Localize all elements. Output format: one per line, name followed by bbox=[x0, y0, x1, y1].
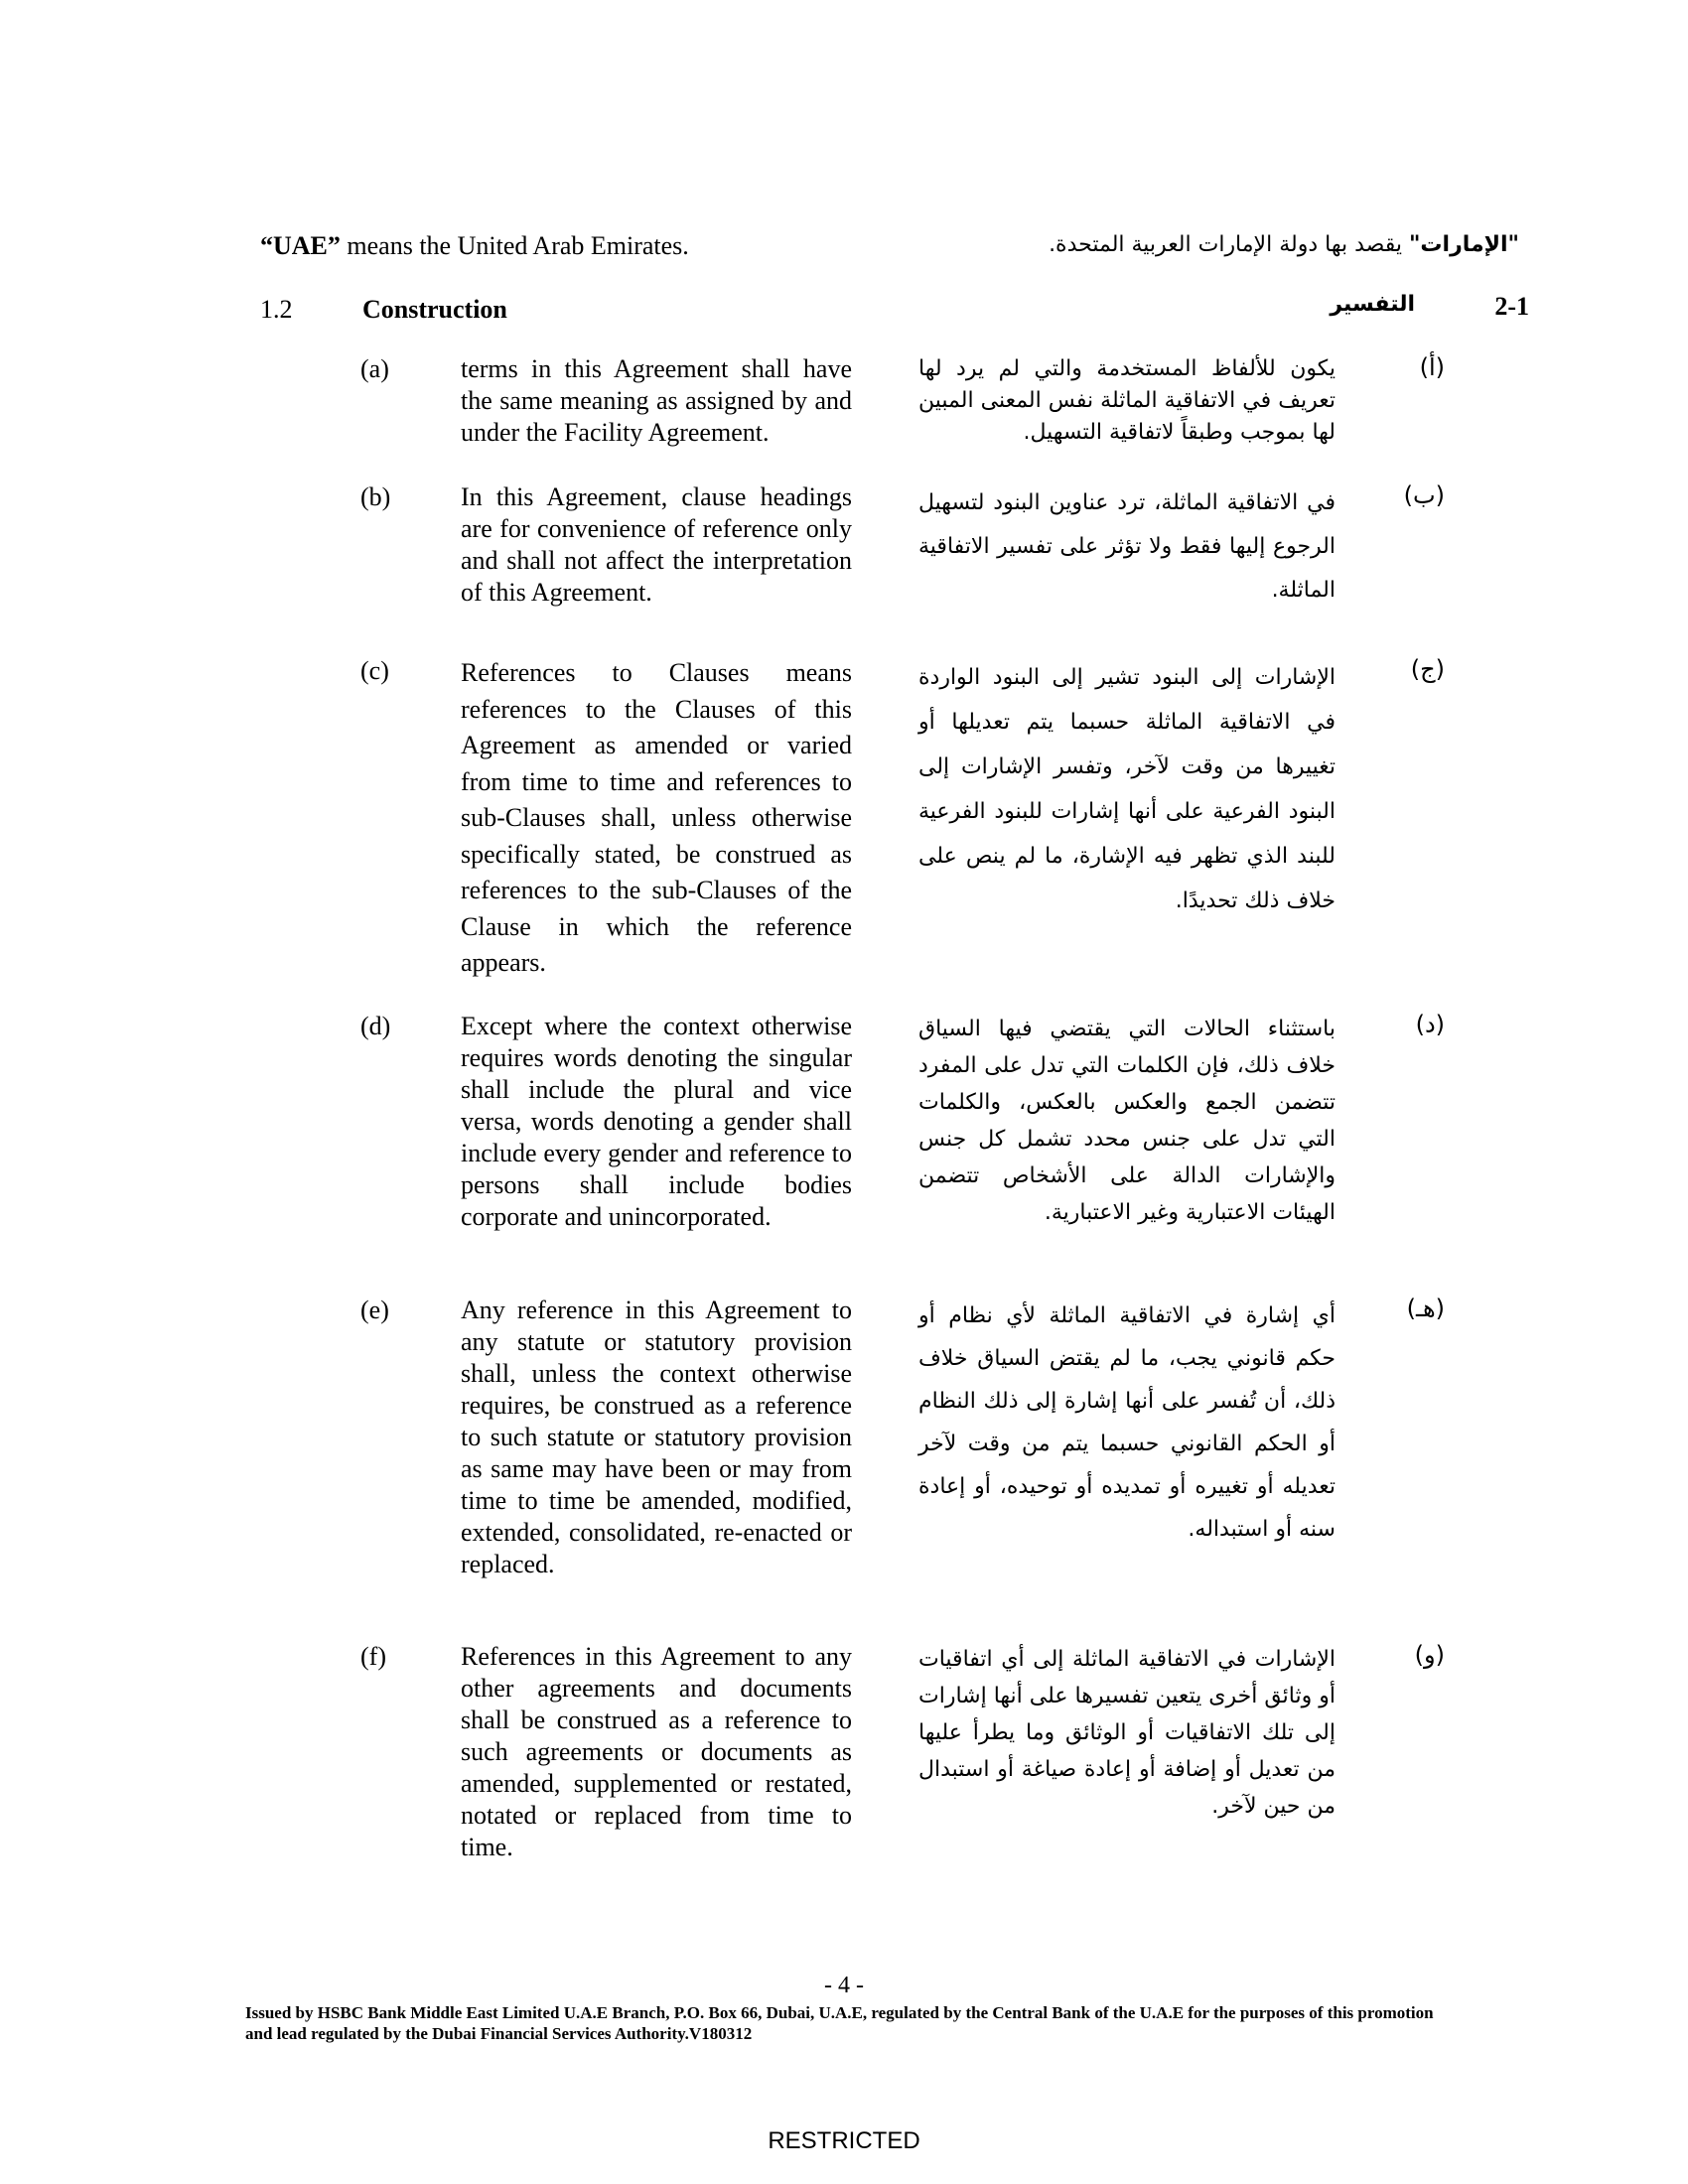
clause-c-label-ar: (ج) bbox=[1410, 655, 1445, 683]
clause-a-text-en: terms in this Agreement shall have the same meaning as assigned by and under the Facility Agreement. bbox=[461, 354, 852, 447]
clause-a-label-ar: (أ) bbox=[1419, 353, 1445, 381]
clause-d-label-ar: (د) bbox=[1415, 1011, 1445, 1038]
clause-f-label-en: (f) bbox=[360, 1642, 386, 1671]
section-number-en: 1.2 bbox=[260, 295, 293, 324]
uae-term-en: “UAE” bbox=[260, 231, 341, 260]
clause-b-text-ar: في الاتفاقية الماثلة، ترد عناوين البنود لتسهيل الرجوع إليها فقط ولا تؤثر على تفسير الاتفاقية الماثلة. bbox=[918, 490, 1336, 603]
clause-b-label-en: (b) bbox=[360, 482, 391, 511]
clause-e-label-en: (e) bbox=[360, 1296, 389, 1324]
section-title-ar: التفسير bbox=[1330, 292, 1415, 317]
clause-d-text-en: Except where the context otherwise requires words denoting the singular shall include the plural and vice versa, words denoting a gender shall include every gender and reference to persons shall include bodies corporate and unincorporated. bbox=[461, 1012, 852, 1231]
clause-f-label-ar: (و) bbox=[1414, 1641, 1445, 1669]
clause-e-text-ar: أي إشارة في الاتفاقية الماثلة لأي نظام أو حكم قانوني يجب، ما لم يقتض السياق خلاف ذلك، أن تُفسر على أنها إشارة إلى ذلك النظام أو الحكم القانوني حسبما يتم من وقت لآخر تعديله أو تغييره أو تمديده أو توحيده، أو إعادة سنه أو استبداله. bbox=[918, 1303, 1336, 1542]
clause-a-label-en: (a) bbox=[360, 354, 389, 383]
classification-label: RESTRICTED bbox=[768, 2127, 920, 2154]
clause-b-text-en: In this Agreement, clause headings are for convenience of reference only and shall not affect the interpretation of this Agreement. bbox=[461, 482, 852, 607]
clause-b-label-ar: (ب) bbox=[1403, 481, 1445, 509]
clause-f-text-en: References in this Agreement to any other agreements and documents shall be construed as a reference to such agreements or documents as amended, supplemented or restated, notated or replaced from time to time. bbox=[461, 1642, 852, 1861]
uae-definition-ar bbox=[824, 228, 1519, 262]
uae-definition-text-en: means the United Arab Emirates. bbox=[340, 231, 689, 260]
uae-definition-text-ar: يقصد بها دولة الإمارات العربية المتحدة. bbox=[1049, 232, 1409, 257]
section-title-en: Construction bbox=[362, 295, 507, 324]
page-number: - 4 - bbox=[824, 1973, 864, 1998]
uae-definition-en bbox=[260, 230, 816, 262]
clause-a-text-ar: يكون للألفاظ المستخدمة والتي لم يرد لها تعريف في الاتفاقية الماثلة نفس المعنى المبين لها بموجب وطبقاً لاتفاقية التسهيل. bbox=[918, 356, 1336, 445]
clause-d-label-en: (d) bbox=[360, 1012, 391, 1040]
clause-d-text-ar: باستثناء الحالات التي يقتضي فيها السياق خلاف ذلك، فإن الكلمات التي تدل على المفرد تتضمن الجمع والعكس بالعكس، والكلمات التي تدل على جنس محدد تشمل كل جنس والإشارات الدالة على الأشخاص تتضمن الهيئات الاعتبارية وغير الاعتبارية. bbox=[918, 1017, 1336, 1225]
clause-e-text-en: Any reference in this Agreement to any statute or statutory provision shall, unless the context otherwise requires, be construed as a reference to such statute or statutory provision as same may have been or may from time to time be amended, modified, extended, consolidated, re-enacted or replaced. bbox=[461, 1296, 852, 1578]
uae-term-ar: "الإمارات" bbox=[1408, 232, 1519, 257]
section-number-ar: 2-1 bbox=[1494, 292, 1529, 321]
clause-f-text-ar: الإشارات في الاتفاقية الماثلة إلى أي اتفاقيات أو وثائق أخرى يتعين تفسيرها على أنها إشارات إلى تلك الاتفاقيات أو الوثائق وما يطرأ عليها من تعديل أو إضافة أو إعادة صياغة أو استبدال من حين لآخر. bbox=[918, 1647, 1336, 1819]
issuer-notice: Issued by HSBC Bank Middle East Limited U.A.E Branch, P.O. Box 66, Dubai, U.A.E, regulated by the Central Bank of the U.A.E for the purposes of this promotion and lead regulated by the Dubai Financial Services Authority.V180312 bbox=[245, 2003, 1434, 2043]
clause-c-text-ar: الإشارات إلى البنود تشير إلى البنود الواردة في الاتفاقية الماثلة حسبما يتم تعديلها أو تغييرها من وقت لآخر، وتفسر الإشارات إلى البنود الفرعية على أنها إشارات للبنود الفرعية للبند الذي تظهر فيه الإشارة، ما لم ينص على خلاف ذلك تحديدًا. bbox=[918, 665, 1336, 913]
clause-e-label-ar: (هـ) bbox=[1406, 1295, 1445, 1322]
clause-c-label-en: (c) bbox=[360, 656, 389, 685]
clause-c-text-en: References to Clauses means references to the Clauses of this Agreement as amended or varied from time to time and references to sub-Clauses shall, unless otherwise specifically stated, be construed as references to the sub-Clauses of the Clause in which the reference appears. bbox=[461, 658, 852, 977]
